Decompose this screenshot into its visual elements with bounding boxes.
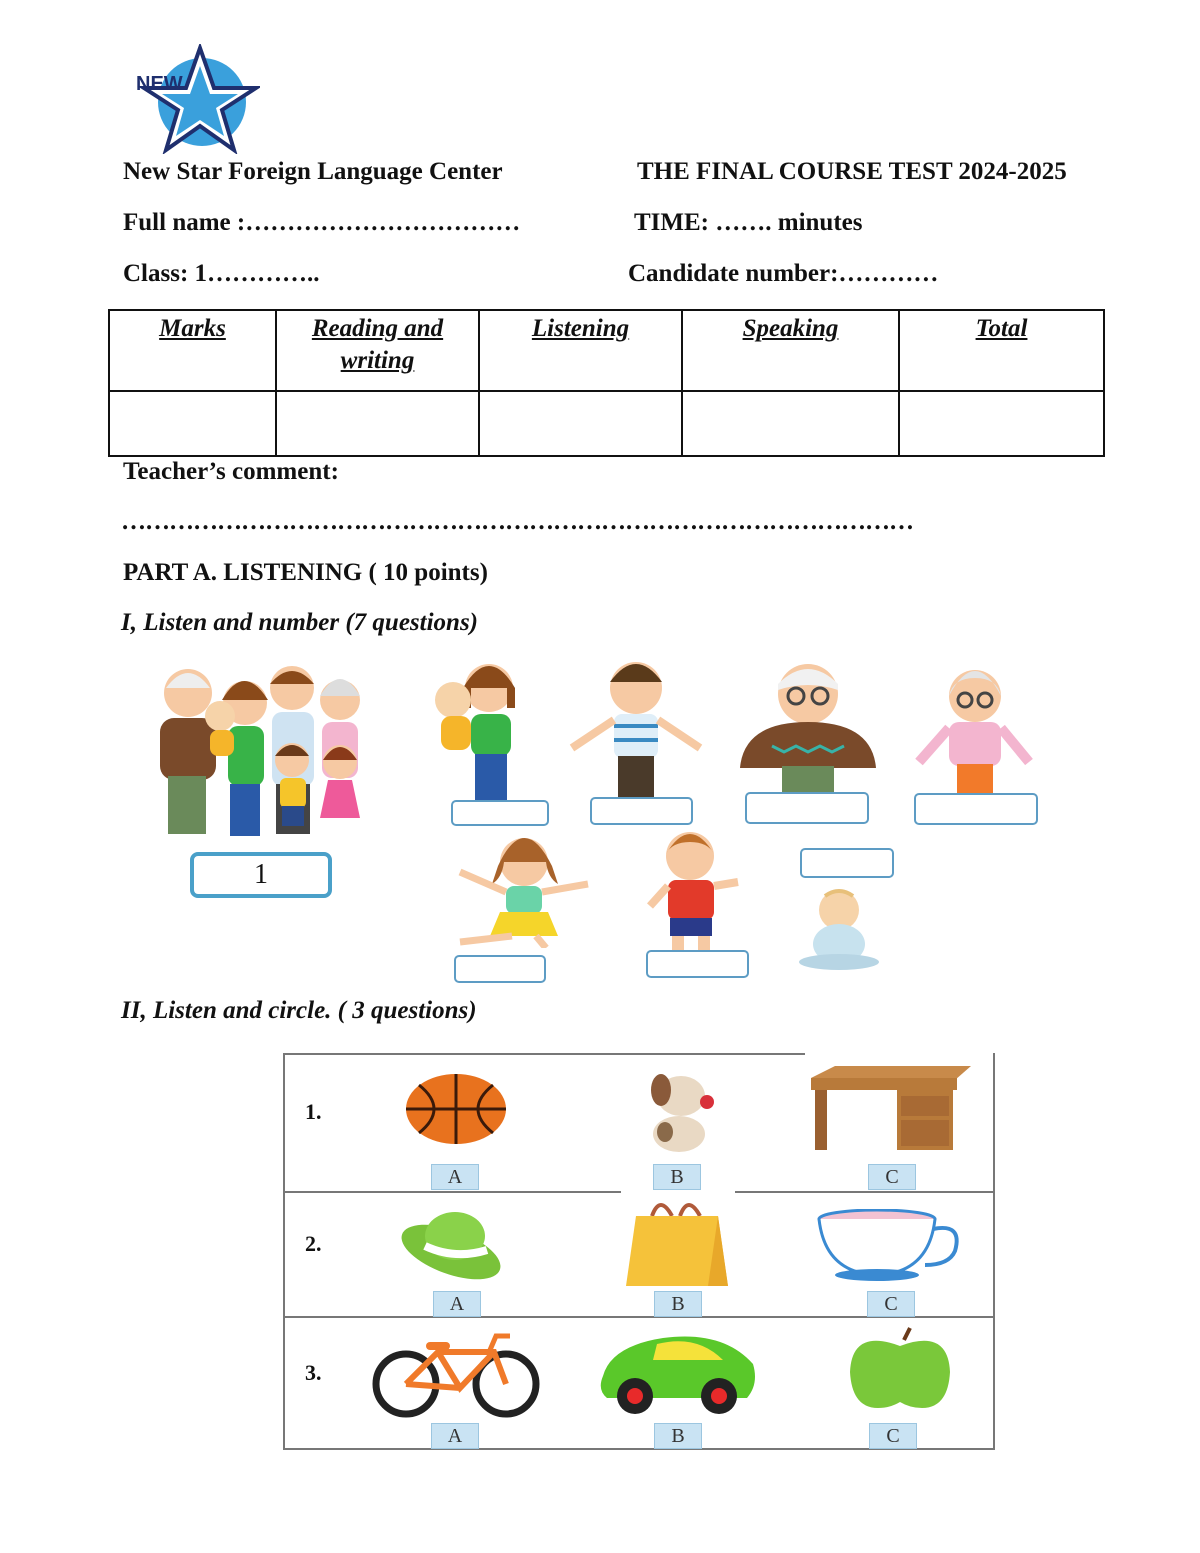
class-field[interactable]: Class: 1………….. (123, 260, 320, 287)
marks-cell[interactable] (109, 391, 276, 456)
q1-option-c[interactable]: C (868, 1164, 916, 1190)
grid-top-line (285, 1053, 805, 1055)
girl-picture (440, 832, 594, 948)
cup-picture[interactable] (815, 1209, 965, 1281)
q3-option-b[interactable]: B (654, 1423, 702, 1449)
test-title: THE FINAL COURSE TEST 2024-2025 (637, 158, 1067, 185)
q2-option-c[interactable]: C (867, 1291, 915, 1317)
bike-picture[interactable] (372, 1330, 542, 1420)
toy-car-picture[interactable] (597, 1330, 759, 1416)
q3-option-a[interactable]: A (431, 1423, 479, 1449)
reading-writing-header: Reading and writing (276, 310, 479, 391)
center-name: New Star Foreign Language Center (123, 158, 503, 185)
answer-box-grandmother[interactable] (914, 793, 1038, 825)
answer-box-boy[interactable] (646, 950, 749, 978)
listening-cell[interactable] (479, 391, 682, 456)
section1-title: I, Listen and number (7 questions) (121, 609, 479, 636)
total-header: Total (899, 310, 1104, 391)
grandmother-picture (915, 662, 1033, 794)
q3-option-c[interactable]: C (869, 1423, 917, 1449)
father-picture (568, 656, 704, 798)
teacher-comment-label: Teacher’s comment: (123, 458, 339, 485)
apple-picture[interactable] (846, 1326, 952, 1410)
full-name-field[interactable]: Full name :…………………………… (123, 209, 521, 236)
answer-box-girl[interactable] (454, 955, 546, 983)
mother-with-baby-picture (425, 658, 540, 800)
candidate-number-field[interactable]: Candidate number:………… (628, 260, 939, 287)
q2-option-b[interactable]: B (654, 1291, 702, 1317)
basketball-picture[interactable] (405, 1073, 507, 1145)
desk-picture[interactable] (805, 1066, 973, 1152)
family-illustration (140, 658, 385, 843)
question-1-number: 1. (305, 1099, 322, 1124)
example-answer-box[interactable]: 1 (190, 852, 332, 898)
q1-option-a[interactable]: A (431, 1164, 479, 1190)
section2-title: II, Listen and circle. ( 3 questions) (121, 997, 477, 1024)
q2-option-a[interactable]: A (433, 1291, 481, 1317)
answer-box-mother[interactable] (451, 800, 549, 826)
dog-picture[interactable] (625, 1066, 723, 1156)
question-3-number: 3. (305, 1360, 322, 1385)
grid-divider-1 (285, 1191, 621, 1193)
total-cell[interactable] (899, 391, 1104, 456)
new-star-logo (130, 44, 260, 154)
answer-box-baby[interactable] (800, 848, 894, 878)
teacher-comment-line[interactable]: ……………………………………………………………………………………… (121, 508, 913, 535)
answer-box-grandfather[interactable] (745, 792, 869, 824)
speaking-cell[interactable] (682, 391, 899, 456)
bag-picture[interactable] (622, 1194, 732, 1290)
question-2-number: 2. (305, 1231, 322, 1256)
hat-picture[interactable] (395, 1206, 505, 1284)
q1-option-b[interactable]: B (653, 1164, 701, 1190)
marks-header: Marks (109, 310, 276, 391)
grid-divider-1b (735, 1191, 995, 1193)
marks-table (108, 309, 1105, 457)
listening-header: Listening (479, 310, 682, 391)
time-field[interactable]: TIME: ……. minutes (634, 209, 863, 236)
answer-box-father[interactable] (590, 797, 693, 825)
reading-writing-cell[interactable] (276, 391, 479, 456)
part-a-title: PART A. LISTENING ( 10 points) (123, 559, 488, 586)
speaking-header: Speaking (682, 310, 899, 391)
boy-picture (642, 826, 746, 950)
baby-picture (795, 884, 881, 970)
svg-text:NEW: NEW (136, 73, 183, 95)
grandfather-picture (732, 658, 886, 794)
